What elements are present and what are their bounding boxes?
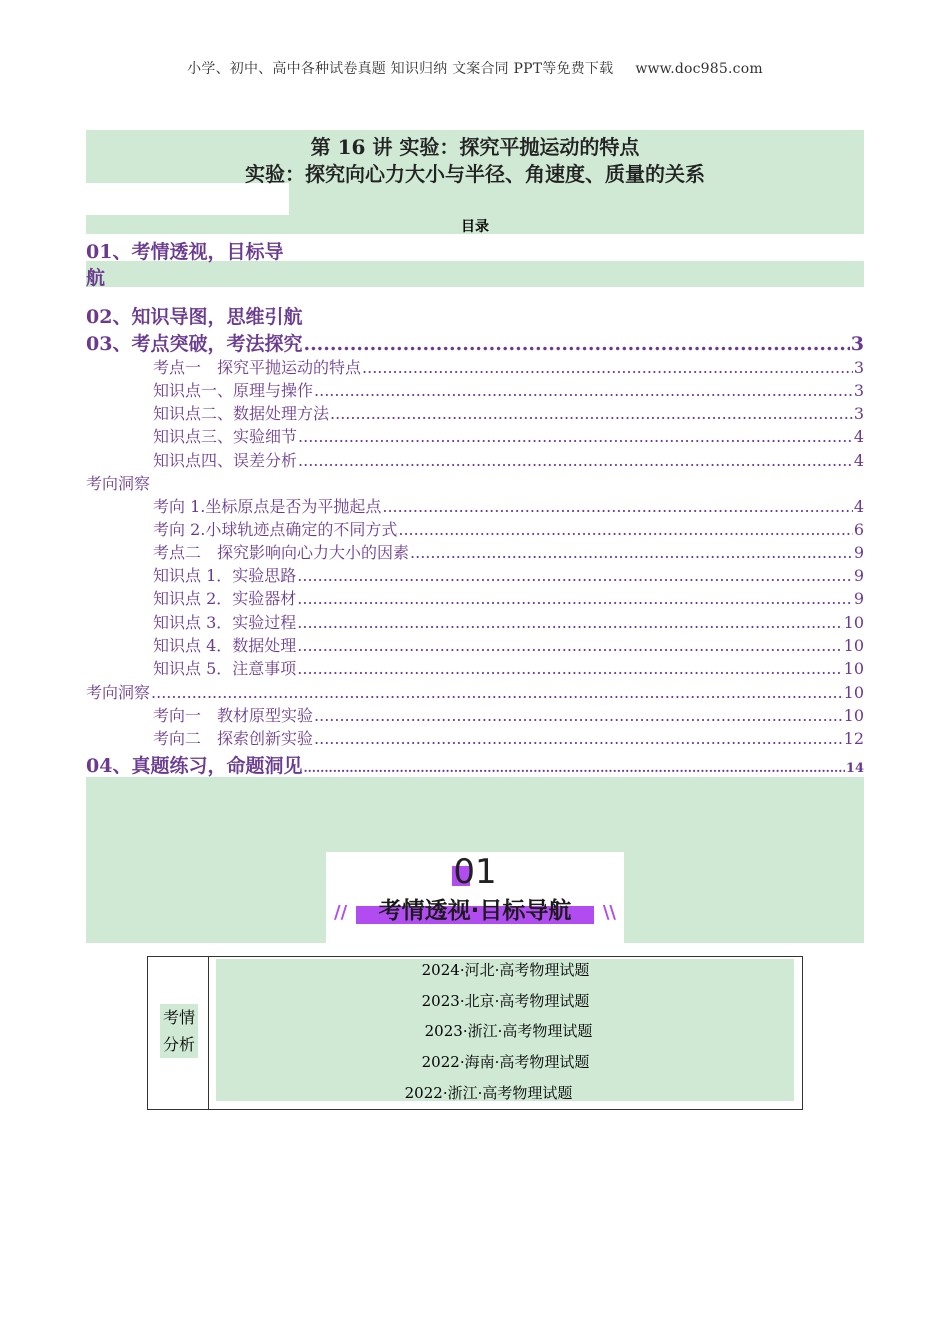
toc-item[interactable]: 考向洞察 ..... 10 [86, 680, 864, 703]
toc-item[interactable]: 知识点四、误差分析 ..... 4 [153, 448, 864, 471]
toc-item[interactable]: 03、考点突破，考法探究 ..... 3 [86, 329, 864, 356]
analysis-table [147, 956, 803, 1110]
analysis-label: 考情分析 [160, 1004, 198, 1058]
toc-item[interactable]: 01、考情透视，目标导 [86, 241, 284, 263]
toc-item[interactable]: 02、知识导图，思维引航 [86, 306, 303, 328]
toc-item[interactable]: 考点一 探究平抛运动的特点 ..... 3 [153, 355, 864, 378]
toc-item[interactable]: 知识点三、实验细节 ..... 4 [153, 424, 864, 447]
toc-item[interactable]: 考向 1.坐标原点是否为平抛起点 ..... 4 [153, 494, 864, 517]
exam-item: 2022·浙江·高考物理试题 [404, 1084, 573, 1102]
section-slogan: 考情透视·目标导航 [378, 898, 572, 924]
exam-item: 2022·海南·高考物理试题 [421, 1053, 590, 1071]
toc-item[interactable]: 04、真题练习，命题洞见 ..... 14 [86, 751, 864, 778]
header-text: 小学、初中、高中各种试卷真题 知识归纳 文案合同 PPT等免费下载 [187, 61, 614, 77]
toc-item[interactable]: 知识点 1．实验思路 ..... 9 [153, 563, 864, 586]
toc-item[interactable]: 航 [86, 267, 106, 289]
lecture-title: 第 16 讲 实验：探究平抛运动的特点 [310, 135, 640, 159]
toc-item[interactable]: 知识点 3．实验过程 ..... 10 [153, 610, 864, 633]
header-url[interactable]: www.doc985.com [635, 61, 763, 77]
page-header [0, 58, 950, 78]
toc-item[interactable]: 考向洞察 [86, 474, 151, 493]
toc-item[interactable]: 考向 2.小球轨迹点确定的不同方式 ..... 6 [153, 517, 864, 540]
toc-item[interactable]: 知识点 4．数据处理 ..... 10 [153, 633, 864, 656]
section-banner [326, 852, 624, 943]
toc-item[interactable]: 知识点一、原理与操作 ..... 3 [153, 378, 864, 401]
toc-item[interactable]: 考向一 教材原型实验 ..... 10 [153, 703, 864, 726]
exam-item: 2023·北京·高考物理试题 [421, 992, 590, 1010]
slash-mark-left: // [334, 902, 348, 923]
toc-item[interactable]: 知识点 2．实验器材 ..... 9 [153, 586, 864, 609]
exam-item: 2023·浙江·高考物理试题 [424, 1022, 593, 1040]
slash-mark-right: \\ [602, 902, 616, 923]
section-number: 01 [453, 852, 497, 892]
toc-item[interactable]: 知识点二、数据处理方法 ..... 3 [153, 401, 864, 424]
title-white-patch [86, 183, 289, 215]
toc-item[interactable]: 知识点 5．注意事项 ..... 10 [153, 656, 864, 679]
toc-item[interactable]: 考向二 探索创新实验 ..... 12 [153, 726, 864, 749]
toc-heading: 目录 [461, 219, 489, 235]
lecture-subtitle: 实验：探究向心力大小与半径、角速度、质量的关系 [245, 162, 705, 186]
exam-item: 2024·河北·高考物理试题 [421, 961, 590, 979]
toc-item[interactable]: 考点二 探究影响向心力大小的因素 ..... 9 [153, 540, 864, 563]
